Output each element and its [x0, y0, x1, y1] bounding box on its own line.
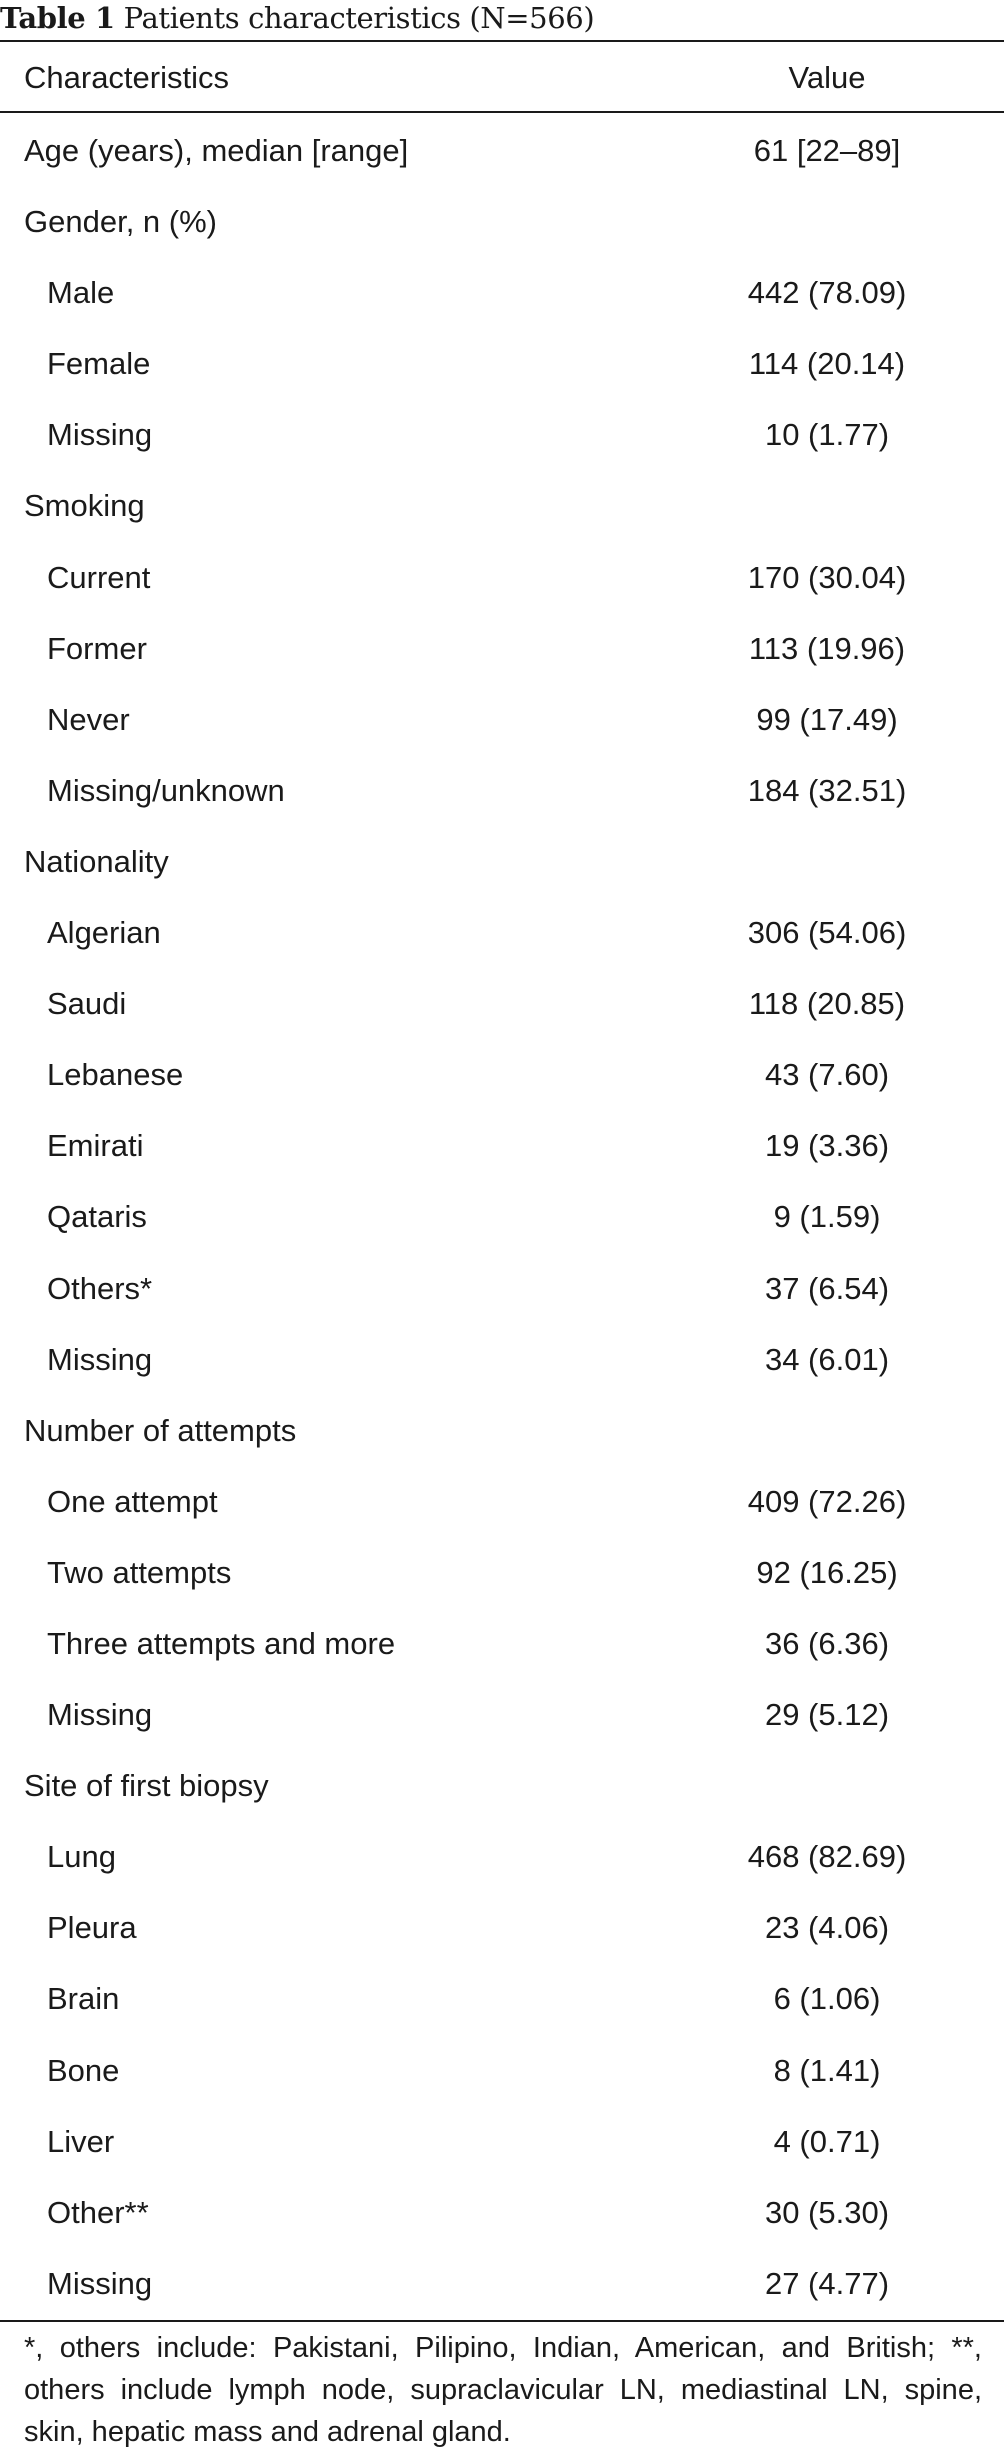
row-label: Liver — [47, 2123, 115, 2159]
row-value: 34 (6.01) — [764, 1341, 890, 1377]
row-value: 99 (17.49) — [756, 701, 898, 737]
table-row — [0, 2106, 1004, 2177]
row-value: 23 (4.06) — [764, 1910, 890, 1946]
row-value: 468 (82.69) — [747, 1839, 907, 1875]
row-label: Lebanese — [47, 1057, 184, 1093]
table-row — [0, 2177, 1004, 2248]
table-section-row — [0, 1395, 1004, 1466]
top-rule — [0, 40, 1004, 42]
row-label: Missing/unknown — [47, 772, 285, 808]
row-value: 113 (19.96) — [748, 630, 906, 666]
row-label: Number of attempts — [24, 1412, 297, 1448]
row-label: Missing — [47, 2265, 153, 2301]
row-label: Bone — [47, 2052, 120, 2088]
row-value: 29 (5.12) — [764, 1697, 890, 1733]
table-row — [0, 1324, 1004, 1395]
row-label: Age (years), median [range] — [24, 133, 409, 168]
row-value: 184 (32.51) — [747, 772, 907, 808]
row-label: Missing — [47, 1341, 153, 1377]
row-label: Male — [47, 275, 115, 311]
row-label: Missing — [47, 1697, 153, 1733]
table-row — [0, 968, 1004, 1039]
row-value: 114 (20.14) — [748, 346, 906, 382]
table-caption: Patients characteristics (N=566) — [123, 1, 595, 35]
row-label: Others* — [47, 1270, 153, 1306]
row-label: Qataris — [47, 1199, 147, 1235]
table-body — [0, 115, 1004, 2320]
row-label: Three attempts and more — [47, 1625, 396, 1661]
table-section-row — [0, 1750, 1004, 1821]
header-rule — [0, 111, 1004, 113]
row-label: Former — [47, 630, 147, 666]
row-value: 92 (16.25) — [756, 1554, 898, 1590]
row-label: Never — [47, 701, 130, 737]
row-label: Female — [47, 346, 151, 382]
table-row — [0, 399, 1004, 470]
header-characteristics: Characteristics — [24, 60, 229, 95]
table-row — [0, 897, 1004, 968]
table-row — [0, 1608, 1004, 1679]
row-label: Current — [47, 559, 151, 595]
row-value: 9 (1.59) — [773, 1199, 881, 1235]
row-label: Saudi — [47, 986, 127, 1022]
table-section-row — [0, 470, 1004, 541]
row-value: 442 (78.09) — [747, 275, 907, 311]
table-row — [0, 2248, 1004, 2319]
row-label: Lung — [47, 1839, 116, 1875]
table-row — [0, 613, 1004, 684]
table-row — [0, 1963, 1004, 2034]
bottom-rule — [0, 2320, 1004, 2322]
table-row — [0, 1466, 1004, 1537]
table-row — [0, 542, 1004, 613]
table-row — [0, 1679, 1004, 1750]
row-label: Brain — [47, 1981, 120, 2017]
row-label: Missing — [47, 417, 153, 453]
row-label: One attempt — [47, 1483, 218, 1519]
row-value: 10 (1.77) — [764, 417, 890, 453]
row-value: 170 (30.04) — [747, 559, 907, 595]
row-label: Gender, n (%) — [24, 204, 217, 240]
table-row — [0, 1110, 1004, 1181]
row-label: Nationality — [24, 843, 169, 879]
row-value: 4 (0.71) — [773, 2123, 881, 2159]
table-row — [0, 1181, 1004, 1252]
row-label: Two attempts — [47, 1554, 232, 1590]
table-number: Table 1 — [0, 1, 115, 35]
row-value: 6 (1.06) — [773, 1981, 881, 2017]
row-value: 118 (20.85) — [748, 986, 906, 1022]
table-footnote: *, others include: Pakistani, Pilipino, Indian, American, and British; **, others include lymph node, supraclavicular LN, mediastinal LN, spine, skin, hepatic mass and adrenal gland. — [24, 2332, 982, 2448]
row-value: 36 (6.36) — [764, 1625, 890, 1661]
row-label: Smoking — [24, 488, 145, 524]
table-section-row — [0, 115, 1004, 186]
row-label: Site of first biopsy — [24, 1768, 269, 1804]
row-value: 8 (1.41) — [773, 2052, 881, 2088]
row-value: 409 (72.26) — [747, 1483, 907, 1519]
table-row — [0, 755, 1004, 826]
row-value: 43 (7.60) — [764, 1057, 890, 1093]
table-row — [0, 1537, 1004, 1608]
row-value: 19 (3.36) — [764, 1128, 890, 1164]
header-value: Value — [788, 60, 866, 95]
table-title — [0, 0, 594, 40]
row-value: 27 (4.77) — [764, 2265, 890, 2301]
table-row — [0, 257, 1004, 328]
row-value: 30 (5.30) — [764, 2194, 890, 2230]
table-row — [0, 1253, 1004, 1324]
table-row — [0, 2035, 1004, 2106]
row-label: Other** — [47, 2194, 149, 2230]
table-section-row — [0, 186, 1004, 257]
table-header — [0, 44, 1004, 111]
row-value: 61 [22–89] — [753, 133, 901, 168]
row-label: Pleura — [47, 1910, 137, 1946]
table-row — [0, 328, 1004, 399]
table-row — [0, 1821, 1004, 1892]
row-label: Emirati — [47, 1128, 144, 1164]
table-row — [0, 1892, 1004, 1963]
row-label: Algerian — [47, 915, 161, 951]
table-row — [0, 684, 1004, 755]
table-row — [0, 1039, 1004, 1110]
table-section-row — [0, 826, 1004, 897]
row-value: 37 (6.54) — [764, 1270, 890, 1306]
row-value: 306 (54.06) — [747, 915, 907, 951]
